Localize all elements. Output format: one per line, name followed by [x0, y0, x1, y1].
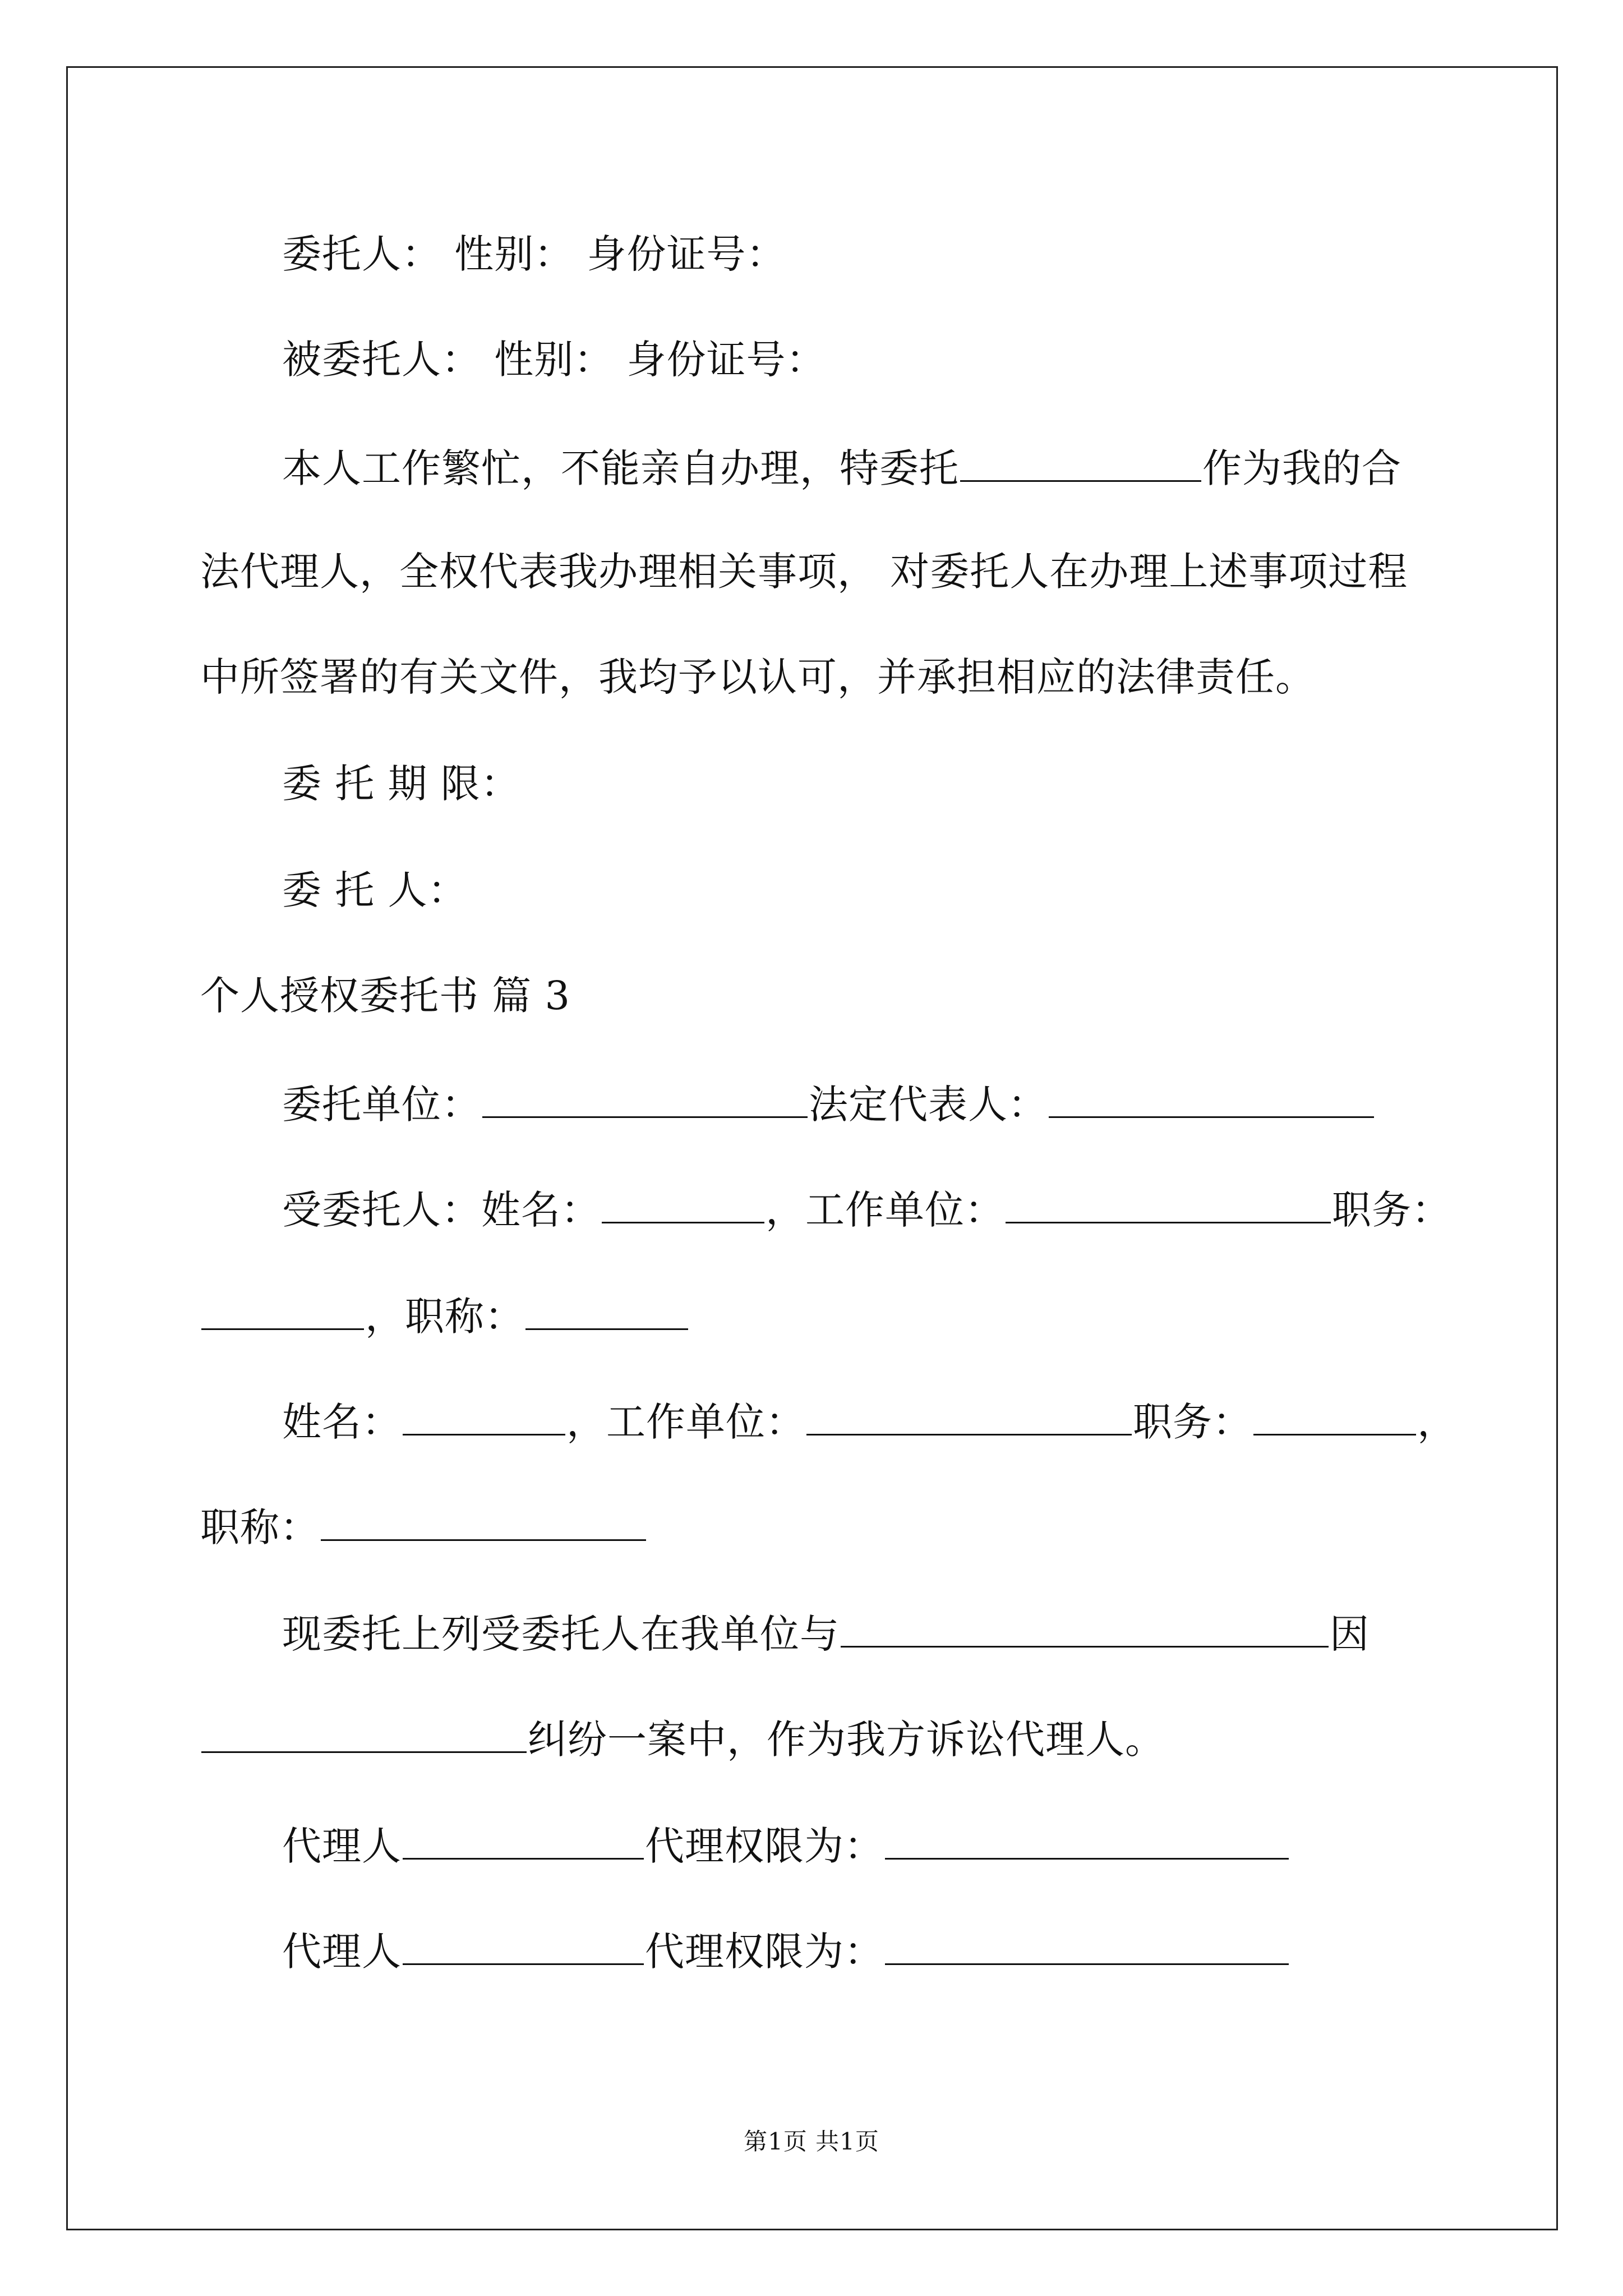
- section-title: 个人授权委托书 篇 3: [200, 973, 571, 1019]
- blank-entrusting-unit[interactable]: [482, 1083, 808, 1118]
- body-text-3: 中所签署的有关文件，我均予以认可，并承担相应的法律责任。: [200, 654, 1315, 700]
- trustee2-position-label: 职务：: [1133, 1399, 1252, 1445]
- blank-trustee-name[interactable]: [602, 1188, 764, 1223]
- agent-line: [282, 337, 826, 383]
- trustee-unit-label: ，工作单位：: [766, 1187, 1004, 1233]
- case-text-1b: 因: [1330, 1611, 1370, 1657]
- blank-trustee-unit[interactable]: [1006, 1188, 1331, 1223]
- term-line: [282, 761, 520, 807]
- body-text-1a: 本人工作繁忙，不能亲自办理，特委托: [282, 445, 959, 491]
- case-text-2: 纠纷一案中，作为我方诉讼代理人。: [528, 1717, 1165, 1763]
- trustee2-title-line: [200, 1504, 647, 1550]
- blank-opposing-party[interactable]: [841, 1612, 1329, 1648]
- body-text-2: 法代理人，全权代表我办理相关事项， 对委托人在办理上述事项过程: [200, 549, 1408, 595]
- body-line-3: [200, 654, 1315, 700]
- body-line-1: [282, 445, 1401, 491]
- agent-label-1: 代理人: [282, 1823, 402, 1869]
- entrusting-unit-line: [282, 1082, 1375, 1128]
- blank-authority-1[interactable]: [885, 1824, 1289, 1860]
- agent-authority-line-2: [282, 1929, 1290, 1975]
- trustee2-line: [282, 1399, 1457, 1445]
- trustee2-title-label: 职称：: [200, 1504, 320, 1550]
- section-heading: [200, 973, 571, 1019]
- principal-line: [282, 231, 786, 277]
- page-footer: 第1页 共1页: [744, 2128, 879, 2155]
- agent-authority-line-1: [282, 1823, 1290, 1869]
- blank-dispute-cause[interactable]: [201, 1718, 527, 1753]
- blank-trustee-title[interactable]: [525, 1295, 688, 1330]
- principal-text: 委托人： 性别： 身份证号：: [282, 231, 786, 277]
- page-border: [66, 66, 1558, 2230]
- blank-trustee2-name[interactable]: [403, 1400, 565, 1435]
- entrusting-unit-label: 委托单位：: [282, 1082, 481, 1128]
- blank-trustee2-position[interactable]: [1253, 1400, 1416, 1435]
- trustee-position-label: 职务：: [1332, 1187, 1451, 1233]
- case-text-1a: 现委托上列受委托人在我单位与: [282, 1611, 840, 1657]
- blank-legal-rep[interactable]: [1049, 1083, 1374, 1118]
- body-text-1b: 作为我的合: [1202, 445, 1401, 491]
- legal-rep-label: 法定代表人：: [809, 1082, 1048, 1128]
- case-line-2: [200, 1717, 1165, 1763]
- blank-trustee2-unit[interactable]: [806, 1400, 1132, 1435]
- trustee2-comma: ，: [1417, 1399, 1457, 1445]
- trustee2-unit-label: ，工作单位：: [566, 1399, 805, 1445]
- authority-label-1: 代理权限为：: [645, 1823, 884, 1869]
- blank-trustee2-title[interactable]: [321, 1506, 646, 1541]
- blank-trustee-position[interactable]: [201, 1295, 364, 1330]
- trustee-line: [282, 1187, 1451, 1233]
- trustee-title-line: [200, 1294, 689, 1340]
- agent-label-2: 代理人: [282, 1929, 402, 1975]
- blank-authority-2[interactable]: [885, 1930, 1289, 1965]
- agent-text: 被委托人： 性别： 身份证号：: [282, 337, 826, 383]
- trustee-title-label: ，职称：: [365, 1294, 524, 1340]
- blank-agent-1[interactable]: [403, 1824, 644, 1860]
- trustee-name-label: 受委托人：姓名：: [282, 1187, 601, 1233]
- case-line-1: [282, 1611, 1370, 1657]
- principal-sign-label: 委 托 人：: [282, 867, 468, 913]
- principal-sign-line: [282, 867, 468, 913]
- blank-agent-name[interactable]: [960, 447, 1201, 482]
- blank-agent-2[interactable]: [403, 1930, 644, 1965]
- term-label: 委 托 期 限：: [282, 761, 520, 807]
- authority-label-2: 代理权限为：: [645, 1929, 884, 1975]
- body-line-2: [200, 549, 1408, 595]
- trustee2-name-label: 姓名：: [282, 1399, 402, 1445]
